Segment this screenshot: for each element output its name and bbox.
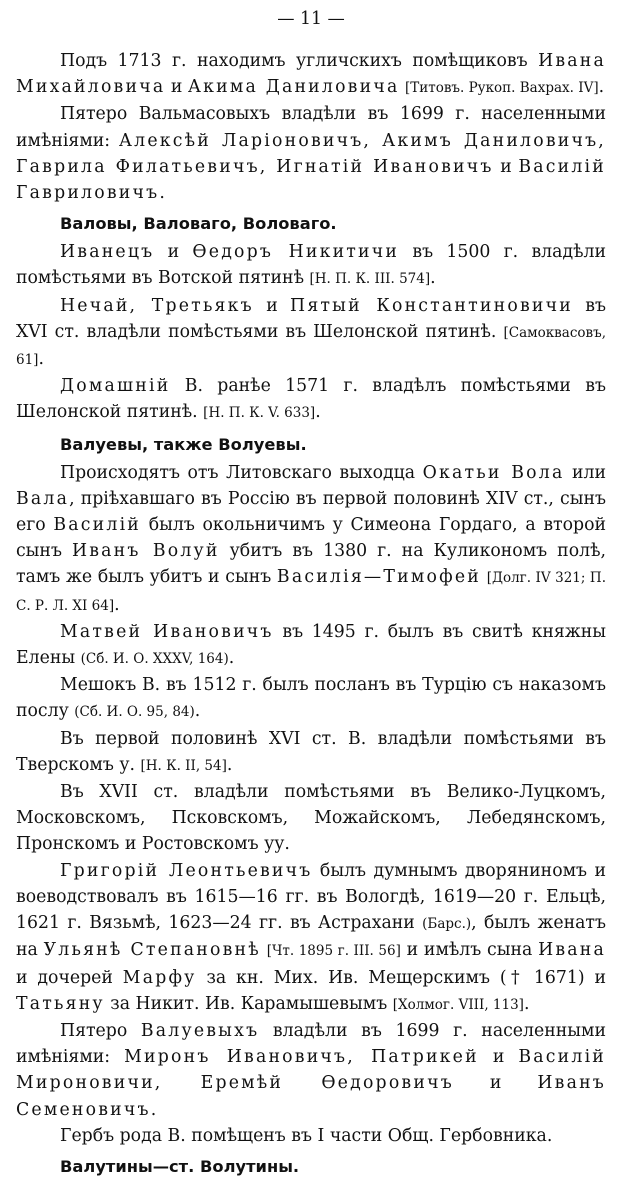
family-name: Валуевыхъ (140, 1020, 260, 1041)
text: былъ думнымъ дворяниномъ и воеводствовалъ въ 1615—16 гг. въ Вологдѣ, 1619—20 г. Ельцѣ, 1621 г. Вязьмѣ, 1623—24 гг. въ Астрахани (16, 860, 606, 934)
person-names: Миронъ Ивановичъ, Патрикей (124, 1047, 479, 1068)
paragraph-meshok (16, 672, 606, 725)
source-reference: [Холмог. VIII, 113] (392, 996, 524, 1013)
paragraph-uglich-owners (16, 48, 606, 101)
person-name: Василія—Тимофей (276, 567, 481, 588)
paragraph-coat-of-arms: Гербъ рода В. помѣщенъ въ I части Общ. Гербовника. (60, 1125, 553, 1146)
text: и (453, 1073, 538, 1094)
text: и дочерей (16, 967, 123, 988)
person-name: Татьяну (16, 993, 105, 1014)
person-name: Иванъ Семеновичъ (16, 1073, 606, 1120)
text: и (253, 295, 291, 316)
person-name: Окатьи Вола (422, 462, 565, 483)
source-reference: [Н. П. К. III. 574] (309, 271, 431, 288)
source-reference: (Сб. И. О. 95, 84) (74, 704, 195, 721)
text: или (564, 462, 607, 483)
text: владѣли въ 1699 г. населенными имѣніями: (16, 1020, 606, 1068)
text: и (493, 156, 519, 177)
section-heading-valuevy: Валуевы, также Волуевы. (60, 434, 307, 454)
text: . (38, 349, 44, 370)
text: Происходятъ отъ Литовскаго выходца (60, 462, 423, 483)
source-reference: [Н. П. К. V. 633] (203, 405, 316, 422)
paragraph-valmasov (16, 101, 606, 206)
page-number: — 11 — (277, 9, 345, 29)
text: убитъ въ 1380 г. на Куликономъ полѣ, тамъ же былъ убитъ и сынъ (16, 541, 606, 588)
person-name: Иванецъ (60, 242, 155, 263)
text: . (194, 701, 201, 722)
paragraph-grigorii (16, 858, 606, 1018)
person-name: Марфу (122, 967, 197, 988)
person-name: Василій Гавриловичъ (16, 156, 606, 204)
person-name: Нечай, Третьякъ (60, 295, 254, 316)
text: Пятеро (60, 1020, 141, 1041)
section-heading-valovy: Валовы, Валоваго, Воловаго. (60, 214, 337, 234)
source-reference: (Сб. И. О. XXXV, 164) (80, 651, 229, 668)
text: и (478, 1047, 519, 1068)
text: за Никит. Ив. Карамышевымъ (104, 993, 393, 1014)
paragraph-origin (16, 460, 606, 619)
person-name: Пятый Константиновичи (290, 295, 573, 316)
text: въ XVI ст. владѣли помѣстьями въ Шелонской пятинѣ. (16, 295, 606, 342)
paragraph-tver (16, 726, 606, 779)
source-reference: [Самоквасовъ, 61] (16, 324, 606, 369)
text: Пятеро Вальмасовыхъ владѣли въ 1699 г. населенными имѣніями: (16, 104, 606, 151)
text: Въ первой половинѣ XVI ст. В. владѣли помѣстьями въ Тверскомъ у. (16, 728, 606, 775)
text: въ 1495 г. былъ въ свитѣ княжны Елены (16, 621, 607, 669)
text: въ 1500 г. владѣли помѣстьями въ Вотской пятинѣ (16, 242, 607, 289)
text: . (114, 594, 120, 615)
person-name: Мешокъ (60, 675, 137, 696)
source-reference: (Барс.) (422, 916, 472, 933)
person-name: Григорій Леонтьевичъ (60, 860, 313, 881)
text: В. въ 1512 г. былъ посланъ въ Турцію съ наказомъ послу (16, 675, 606, 722)
text: , былъ женатъ на (16, 913, 606, 961)
text: , пріѣхавшаго въ Россію въ первой половинѣ XIV ст., сынъ его (16, 488, 606, 536)
text: Подъ 1713 г. находимъ угличскихъ помѣщиковъ (60, 51, 539, 71)
person-name: Матвей Ивановичъ (60, 621, 274, 642)
text: и (154, 242, 193, 263)
text: . (315, 402, 321, 423)
section-heading-valutiny: Валутины—ст. Волутины. (60, 1156, 300, 1176)
text: и имѣлъ сына (400, 940, 539, 961)
person-name: Василій (53, 515, 142, 536)
person-name: Ѳедоръ Никитичи (192, 242, 400, 263)
text: былъ окольничимъ у Симеона Гордаго, а второй сынъ (16, 515, 606, 562)
text: . (226, 754, 233, 775)
paragraph-ivanets (16, 239, 606, 292)
person-name: Ивана (538, 940, 607, 961)
paragraph-nechai (16, 293, 606, 374)
person-name: Ивана Михайловича (16, 51, 606, 98)
text: . (228, 648, 235, 669)
paragraph-valuevy-1699 (16, 1018, 606, 1123)
source-reference: [Долг. IV 321; П. С. Р. Л. XI 64] (16, 570, 606, 614)
person-name: Вала (16, 488, 70, 509)
person-names: Алексѣй Ларіоновичъ, Акимъ Даниловичъ, Гаврила Филатьевичъ, Игнатій Ивановичъ (16, 130, 606, 177)
paragraph-matvei (16, 619, 606, 672)
person-names: Василій Мироновичи, Еремѣй Ѳедоровичъ (16, 1047, 607, 1094)
source-reference: [Титовъ. Рукоп. Вахрах. IV] (404, 80, 599, 97)
person-name: Ульянѣ Степановнѣ (43, 940, 261, 961)
text: . (523, 993, 530, 1014)
text: и (165, 77, 188, 98)
person-name: Иванъ Волуй (71, 541, 220, 562)
text: . (430, 268, 436, 289)
paragraph-domashnii (16, 373, 606, 426)
person-name: Домашній (60, 376, 171, 397)
text: . (598, 77, 605, 98)
source-reference: [Н. К. II, 54] (140, 757, 227, 774)
text: . (150, 1099, 157, 1120)
text: . (159, 183, 165, 204)
source-reference: [Чт. 1895 г. III. 56] (266, 943, 401, 960)
paragraph-xvii-estates: Въ XVII ст. владѣли помѣстьями въ Велико-Луцкомъ, Московскомъ, Псковскомъ, Можайскомъ, Лебедянскомъ, Пронскомъ и Ростовскомъ уу. (16, 782, 606, 855)
text: В. ранѣе 1571 г. владѣлъ помѣстьями въ Шелонской пятинѣ. (16, 376, 606, 423)
person-name: Акима Даниловича (187, 77, 400, 98)
text: за кн. Мих. Ив. Мещерскимъ († 1671) и (196, 967, 606, 988)
